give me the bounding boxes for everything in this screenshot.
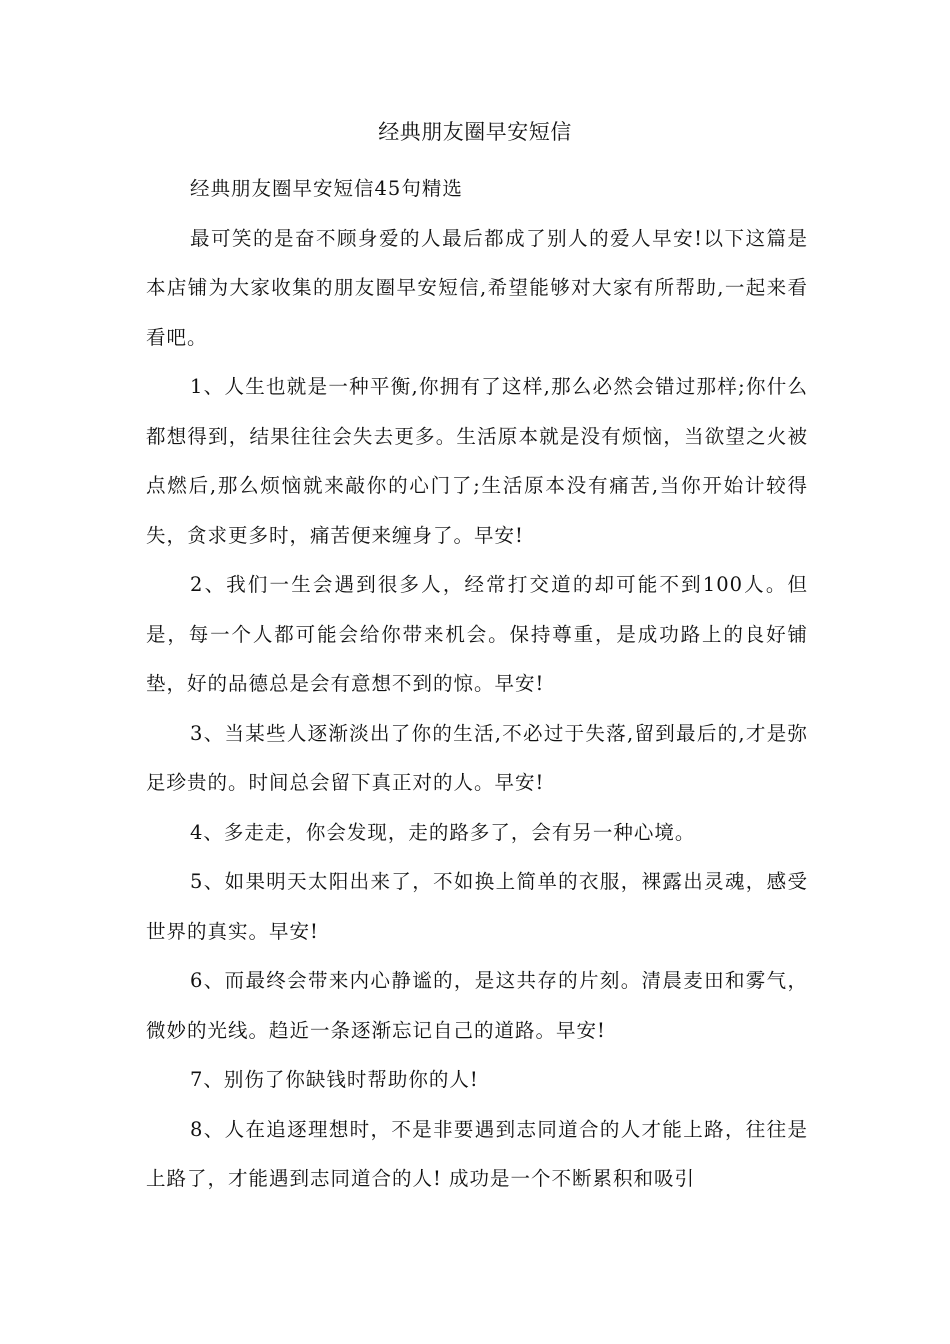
document-title: 经典朋友圈早安短信	[378, 120, 572, 144]
quote-paragraph-3: 3、当某些人逐渐淡出了你的生活,不必过于失落,留到最后的,才是弥足珍贵的。时间总会留下真正对的人。早安!	[146, 721, 808, 794]
quote-paragraph-2: 2、我们一生会遇到很多人，经常打交道的却可能不到100人。但是，每一个人都可能会给你带来机会。保持尊重，是成功路上的良好铺垫，好的品德总是会有意想不到的惊。早安!	[146, 573, 808, 695]
quote-paragraph-8: 8、人在追逐理想时，不是非要遇到志同道合的人才能上路，往往是上路了，才能遇到志同道合的人! 成功是一个不断累积和吸引	[146, 1117, 808, 1190]
document-body	[146, 164, 808, 1204]
quote-paragraph-6: 6、而最终会带来内心静谧的，是这共存的片刻。清晨麦田和雾气，微妙的光线。趋近一条逐渐忘记自己的道路。早安!	[146, 969, 808, 1042]
subtitle-paragraph: 经典朋友圈早安短信45句精选	[190, 177, 463, 200]
quote-paragraph-7: 7、别伤了你缺钱时帮助你的人!	[190, 1068, 479, 1091]
quote-paragraph-1: 1、人生也就是一种平衡,你拥有了这样,那么必然会错过那样;你什么都想得到，结果往往会失去更多。生活原本就是没有烦恼，当欲望之火被点燃后,那么烦恼就来敲你的心门了;生活原本没有痛苦,当你开始计较得失，贪求更多时，痛苦便来缠身了。早安!	[146, 375, 808, 547]
quote-paragraph-5: 5、如果明天太阳出来了，不如换上简单的衣服，裸露出灵魂，感受世界的真实。早安!	[146, 870, 808, 943]
intro-paragraph: 最可笑的是奋不顾身爱的人最后都成了别人的爱人早安!以下这篇是本店铺为大家收集的朋友圈早安短信,希望能够对大家有所帮助,一起来看看吧。	[146, 226, 808, 349]
quote-paragraph-4: 4、多走走，你会发现，走的路多了，会有另一种心境。	[190, 820, 696, 844]
